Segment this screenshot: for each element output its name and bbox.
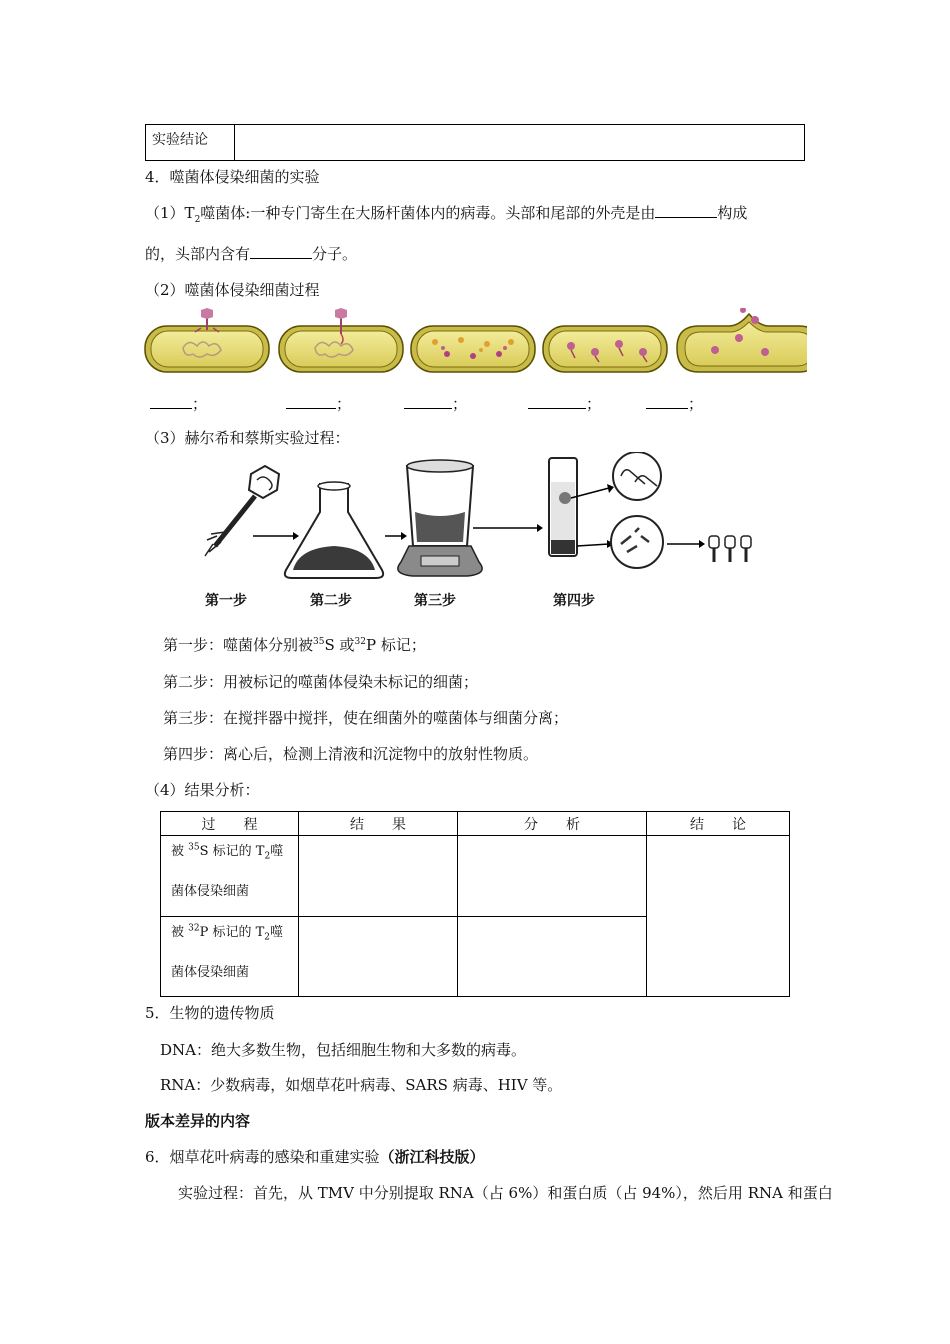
stage-blank-3: ； <box>404 392 467 414</box>
section6-body: 实验过程：首先，从 TMV 中分别提取 RNA（占 6%）和蛋白质（占 94%），然后用 RNA 和蛋白 <box>178 1184 833 1202</box>
stage-blank-5: ； <box>646 392 703 414</box>
phage-icon <box>205 466 279 556</box>
result-analysis-table <box>160 811 790 997</box>
section6-title: 6．烟草花叶病毒的感染和重建实验（浙江科技版） <box>145 1148 485 1166</box>
conclusion-label: 实验结论 <box>146 125 235 161</box>
step-label-4: 第四步 <box>553 593 595 609</box>
row2-result[interactable] <box>299 916 458 996</box>
step-label-2: 第二步 <box>310 593 352 609</box>
hershey-chase-diagram <box>195 452 775 587</box>
row2-process: 被 $^{32}$P 标记的 $T_2$噬 菌体侵染细菌 <box>161 916 299 996</box>
row1-result[interactable] <box>299 836 458 916</box>
conclusion-cell <box>235 125 805 161</box>
test-tube-icon <box>549 458 577 556</box>
blender-icon <box>398 460 482 576</box>
section5-title: 5．生物的遗传物质 <box>145 1004 275 1022</box>
infection-process-diagram <box>143 308 807 378</box>
section4-p2: （2）噬菌体侵染细菌过程 <box>145 281 320 299</box>
step-label-1: 第一步 <box>205 593 247 609</box>
progeny-phage-icons <box>709 536 751 562</box>
conclusion-merged[interactable] <box>647 836 790 997</box>
blank-core[interactable] <box>250 242 312 259</box>
stage-blank-1: ； <box>150 392 207 414</box>
stage-blank-5-field[interactable] <box>646 392 688 409</box>
step2-text: 第二步：用被标记的噬菌体侵染未标记的细菌； <box>163 673 479 691</box>
section4-p3: （3）赫尔希和蔡斯实验过程： <box>145 429 350 447</box>
stage-blank-3-field[interactable] <box>404 392 452 409</box>
header-result: 结 果 <box>299 812 458 836</box>
infection-stage-2 <box>279 308 403 372</box>
blank-coat[interactable] <box>655 201 717 218</box>
step-label-3: 第三步 <box>414 593 456 609</box>
version-diff-title: 版本差异的内容 <box>145 1112 251 1130</box>
arrow-4b <box>577 544 609 546</box>
section4-title: 4．噬菌体侵染细菌的实验 <box>145 168 320 186</box>
step1-text: 第一步：噬菌体分别被$^{35}$S 或$^{32}$P 标记； <box>163 636 426 654</box>
infection-stage-1 <box>145 308 269 372</box>
stage-blank-4-field[interactable] <box>528 392 586 409</box>
stage-blank-1-field[interactable] <box>150 392 192 409</box>
supernatant-circle <box>613 452 661 500</box>
infection-stage-4 <box>543 326 667 372</box>
row1-analysis[interactable] <box>458 836 647 916</box>
section5-rna: RNA：少数病毒，如烟草花叶病毒、SARS 病毒、HIV 等。 <box>160 1076 563 1094</box>
flask-icon <box>285 482 383 578</box>
section4-p4: （4）结果分析： <box>145 781 260 799</box>
pellet-circle <box>611 516 663 568</box>
conclusion-table <box>145 124 805 161</box>
infection-stage-3 <box>411 326 535 372</box>
section4-p1: $(1)T_2$噬菌体:一种专门寄生在大肠杆菌体内的病毒。头部和尾部的外壳是由 构成 <box>145 201 747 223</box>
header-analysis: 分 析 <box>458 812 647 836</box>
stage-blank-4: ； <box>528 392 601 414</box>
section4-p1-line2: 的，头部内含有 分子。 <box>145 242 357 264</box>
step3-text: 第三步：在搅拌器中搅拌，使在细菌外的噬菌体与细菌分离； <box>163 709 569 727</box>
infection-stage-5 <box>677 308 807 372</box>
section5-dna: DNA：绝大多数生物，包括细胞生物和大多数的病毒。 <box>160 1041 526 1059</box>
stage-blank-2-field[interactable] <box>286 392 336 409</box>
row2-analysis[interactable] <box>458 916 647 996</box>
step4-text: 第四步：离心后，检测上清液和沉淀物中的放射性物质。 <box>163 745 539 763</box>
header-process: 过 程 <box>161 812 299 836</box>
header-conclusion: 结 论 <box>647 812 790 836</box>
row1-process: 被 $^{35}$S 标记的 $T_2$噬 菌体侵染细菌 <box>161 836 299 916</box>
stage-blank-2: ； <box>286 392 351 414</box>
